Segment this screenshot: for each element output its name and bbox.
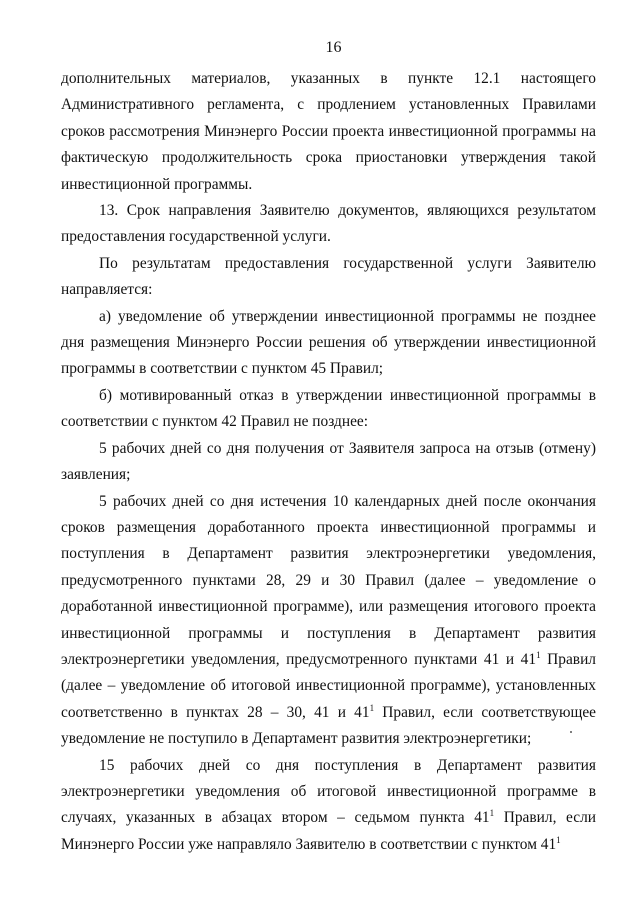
paragraph-p5 — [61, 383, 596, 436]
superscript: 1 — [536, 649, 541, 660]
document-body — [61, 66, 596, 858]
scan-speck — [570, 731, 572, 733]
text-run: б) мотивированный отказ в утверждении инвестиционной программы в соответствии с пунктом 42 Правил не позднее: — [61, 386, 596, 431]
text-run: Правил (далее – уведомление об итоговой инвестиционной программе), установленных соответственно в пунктах 28 – 30, 41 и 41 — [61, 650, 596, 721]
paragraph-p6 — [61, 436, 596, 489]
paragraph-p4 — [61, 304, 596, 383]
text-run: По результатам предоставления государственной услуги Заявителю направляется: — [61, 254, 596, 299]
paragraph-p2 — [61, 198, 596, 251]
superscript: 1 — [369, 702, 375, 713]
superscript: 1 — [556, 834, 561, 845]
text-run: 15 рабочих дней со дня поступления в Департамент развития электроэнергетики уведомления об итоговой инвестиционной программе в случаях, указанных в абзацах втором – седьмом пункта 41 — [61, 756, 596, 827]
paragraph-p8 — [61, 753, 596, 859]
text-run: 13. Срок направления Заявителю документов, являющихся результатом предоставления государственной услуги. — [61, 202, 596, 246]
text-run: Правил, если соответствующее уведомление не поступило в Департамент развития электроэнергетики; — [61, 703, 596, 748]
text-run: дополнительных материалов, указанных в пункте 12.1 настоящего Административного регламента, с продлением установленных Правилами сроков рассмотрения Минэнерго России проекта инвестиционной программы на фактическую продолжительность срока приостановки утверждения такой инвестиционной программы. — [61, 70, 596, 193]
superscript: 1 — [489, 808, 495, 819]
paragraph-p1 — [61, 66, 596, 198]
paragraph-p3 — [61, 251, 596, 304]
text-run: 5 рабочих дней со дня истечения 10 календарных дней после окончания сроков размещения доработанного проекта инвестиционной программы и поступления в Департамент развития электроэнергетики уведомления, предусмотренного пунктами 28, 29 и 30 Правил (далее – уведомление о доработанной инвестиционной программе), или размещения итогового проекта инвестиционной программы и поступления в Департамент развития электроэнергетики уведомления, предусмотренного пунктами 41 и 41 — [61, 492, 596, 668]
text-run: 5 рабочих дней со дня получения от Заявителя запроса на отзыв (отмену) заявления; — [61, 439, 596, 484]
page-number: 16 — [325, 39, 342, 56]
paragraph-p7 — [61, 489, 596, 753]
text-run: а) уведомление об утверждении инвестиционной программы не позднее дня размещения Минэнерго России решения об утверждении инвестиционной программы в соответствии с пунктом 45 Правил; — [61, 307, 596, 378]
text-run: Правил, если Минэнерго России уже направляло Заявителю в соответствии с пунктом 41 — [61, 809, 596, 853]
